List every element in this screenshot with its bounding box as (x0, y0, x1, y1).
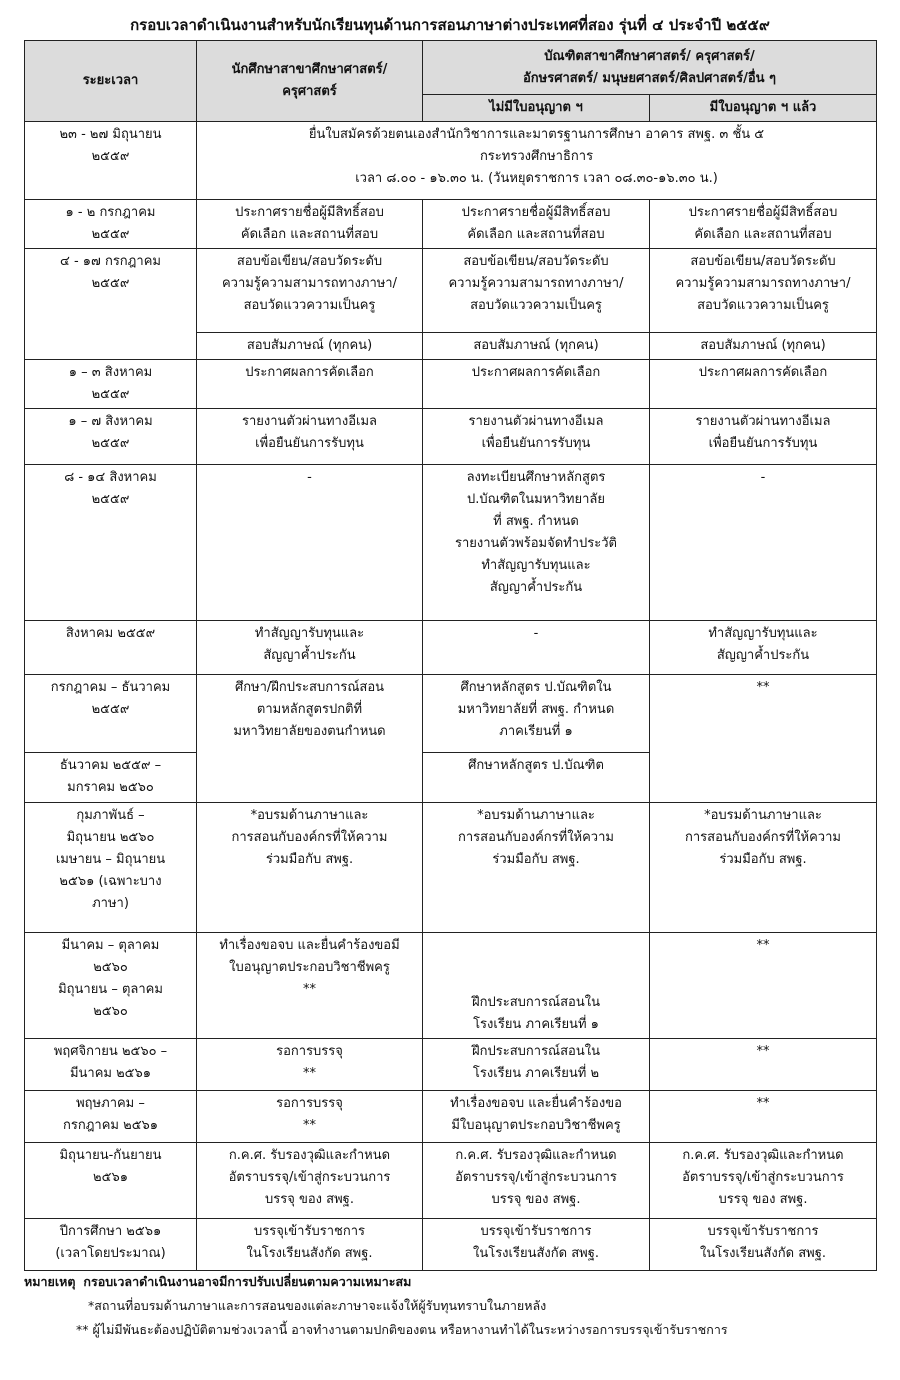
application-cell: ยื่นใบสมัครด้วยตนเองสำนักวิชาการและมาตรฐานการศึกษา อาคาร สพฐ. ๓ ชั้น ๕ กระทรวงศึกษาธิการ เวลา ๘.๐๐ - ๑๖.๓๐ น. (วันหยุดราชการ เวลา ๐๘.๓๐-๑๖.๓๐ น.) (197, 122, 877, 200)
cell-no-license: ทำเรื่องขอจบ และยื่นคำร้องขอ มีใบอนุญาตประกอบวิชาชีพครู (423, 1091, 650, 1143)
period-cell: ปีการศึกษา ๒๕๖๑ (เวลาโดยประมาณ) (25, 1219, 197, 1271)
header-period: ระยะเวลา (25, 41, 197, 122)
period-cell: มิถุนายน-กันยายน ๒๕๖๑ (25, 1143, 197, 1219)
period-cell: ๑ - ๒ กรกฎาคม ๒๕๕๙ (25, 200, 197, 249)
header-row (25, 41, 877, 95)
schedule-table (24, 40, 877, 1271)
cell-edu: สอบข้อเขียน/สอบวัดระดับ ความรู้ความสามารถทางภาษา/ สอบวัดแววความเป็นครู (197, 249, 423, 333)
cell-has-license: สอบข้อเขียน/สอบวัดระดับ ความรู้ความสามารถทางภาษา/ สอบวัดแววความเป็นครู (650, 249, 877, 333)
cell-edu: บรรจุเข้ารับราชการ ในโรงเรียนสังกัด สพฐ. (197, 1219, 423, 1271)
cell-edu: - (197, 465, 423, 621)
period-cell: ๒๓ - ๒๗ มิถุนายน ๒๕๕๙ (25, 122, 197, 200)
period-cell: ๑ – ๓ สิงหาคม ๒๕๕๙ (25, 360, 197, 409)
cell-has-license: ประกาศผลการคัดเลือก (650, 360, 877, 409)
cell-no-license: รายงานตัวผ่านทางอีเมล เพื่อยืนยันการรับทุน (423, 409, 650, 465)
note-main (24, 1270, 876, 1294)
cell-no-license: ก.ค.ศ. รับรองวุฒิและกำหนด อัตราบรรจุ/เข้าสู่กระบวนการ บรรจุ ของ สพฐ. (423, 1143, 650, 1219)
cell-edu: รอการบรรจุ ** (197, 1039, 423, 1091)
cell-edu: ก.ค.ศ. รับรองวุฒิและกำหนด อัตราบรรจุ/เข้าสู่กระบวนการ บรรจุ ของ สพฐ. (197, 1143, 423, 1219)
table-row (25, 1219, 877, 1271)
cell-has-license: ** (650, 933, 877, 1039)
period-cell: ธันวาคม ๒๕๕๙ – มกราคม ๒๕๖๐ (25, 753, 197, 803)
cell-no-license: - (423, 621, 650, 675)
cell-has-license: - (650, 465, 877, 621)
page-title: กรอบเวลาดำเนินงานสำหรับนักเรียนทุนด้านการสอนภาษาต่างประเทศที่สอง รุ่นที่ ๔ ประจำปี ๒๕๕๙ (130, 16, 770, 34)
period-cell: กรกฎาคม – ธันวาคม ๒๕๕๙ (25, 675, 197, 753)
header-graduate: บัณฑิตสาขาศึกษาศาสตร์/ ครุศาสตร์/ อักษรศาสตร์/ มนุษยศาสตร์/ศิลปศาสตร์/อื่น ๆ (423, 41, 877, 95)
note-main-text: กรอบเวลาดำเนินงานอาจมีการปรับเปลี่ยนตามความเหมาะสม (83, 1274, 412, 1289)
period-cell: กุมภาพันธ์ – มิถุนายน ๒๕๖๐ เมษายน – มิถุนายน ๒๕๖๑ (เฉพาะบาง ภาษา) (25, 803, 197, 933)
period-cell: ๘ - ๑๔ สิงหาคม ๒๕๕๙ (25, 465, 197, 621)
table-row (25, 1143, 877, 1219)
period-cell: ๑ – ๗ สิงหาคม ๒๕๕๙ (25, 409, 197, 465)
cell-edu: รายงานตัวผ่านทางอีเมล เพื่อยืนยันการรับทุน (197, 409, 423, 465)
cell-no-license: ศึกษาหลักสูตร ป.บัณฑิตใน มหาวิทยาลัยที่ สพฐ. กำหนด ภาคเรียนที่ ๑ (423, 675, 650, 753)
cell-edu: ทำสัญญารับทุนและ สัญญาค้ำประกัน (197, 621, 423, 675)
cell-has-license: ** (650, 675, 877, 803)
notes-section (24, 1270, 876, 1342)
cell-has-license: สอบสัมภาษณ์ (ทุกคน) (650, 333, 877, 360)
cell-no-license: ศึกษาหลักสูตร ป.บัณฑิต (423, 753, 650, 803)
cell-no-license: สอบข้อเขียน/สอบวัดระดับ ความรู้ความสามารถทางภาษา/ สอบวัดแววความเป็นครู (423, 249, 650, 333)
table-row (25, 803, 877, 933)
cell-no-license: บรรจุเข้ารับราชการ ในโรงเรียนสังกัด สพฐ. (423, 1219, 650, 1271)
period-cell: มีนาคม – ตุลาคม ๒๕๖๐ มิถุนายน – ตุลาคม ๒๕๖๐ (25, 933, 197, 1039)
cell-edu: ศึกษา/ฝึกประสบการณ์สอน ตามหลักสูตรปกติที่ มหาวิทยาลัยของตนกำหนด (197, 675, 423, 803)
cell-has-license: ก.ค.ศ. รับรองวุฒิและกำหนด อัตราบรรจุ/เข้าสู่กระบวนการ บรรจุ ของ สพฐ. (650, 1143, 877, 1219)
table-row (25, 1091, 877, 1143)
period-cell: ๔ - ๑๗ กรกฎาคม ๒๕๕๙ (25, 249, 197, 360)
cell-no-license: ประกาศผลการคัดเลือก (423, 360, 650, 409)
note-star2: ** ผู้ไม่มีพันธะต้องปฏิบัติตามช่วงเวลานี้ อาจทำงานตามปกติของตน หรือหางานทำได้ในระหว่างรอการบรรจุเข้ารับราชการ (76, 1322, 728, 1337)
cell-no-license: ฝึกประสบการณ์สอนใน โรงเรียน ภาคเรียนที่ ๑ (423, 933, 650, 1039)
cell-edu: สอบสัมภาษณ์ (ทุกคน) (197, 333, 423, 360)
table-row (25, 122, 877, 200)
table-row (25, 621, 877, 675)
table-row (25, 249, 877, 333)
period-cell: พฤษภาคม – กรกฎาคม ๒๕๖๑ (25, 1091, 197, 1143)
cell-edu: *อบรมด้านภาษาและ การสอนกับองค์กรที่ให้ความ ร่วมมือกับ สพฐ. (197, 803, 423, 933)
cell-edu: ประกาศผลการคัดเลือก (197, 360, 423, 409)
period-cell: พฤศจิกายน ๒๕๖๐ – มีนาคม ๒๕๖๑ (25, 1039, 197, 1091)
period-cell: สิงหาคม ๒๕๕๙ (25, 621, 197, 675)
cell-has-license: รายงานตัวผ่านทางอีเมล เพื่อยืนยันการรับทุน (650, 409, 877, 465)
cell-edu: รอการบรรจุ ** (197, 1091, 423, 1143)
cell-has-license: ประกาศรายชื่อผู้มีสิทธิ์สอบ คัดเลือก และสถานที่สอบ (650, 200, 877, 249)
note-label: หมายเหตุ (24, 1274, 76, 1289)
cell-no-license: ประกาศรายชื่อผู้มีสิทธิ์สอบ คัดเลือก และสถานที่สอบ (423, 200, 650, 249)
cell-no-license: *อบรมด้านภาษาและ การสอนกับองค์กรที่ให้ความ ร่วมมือกับ สพฐ. (423, 803, 650, 933)
cell-edu: ทำเรื่องขอจบ และยื่นคำร้องขอมี ใบอนุญาตประกอบวิชาชีพครู ** (197, 933, 423, 1039)
table-row (25, 200, 877, 249)
cell-edu: ประกาศรายชื่อผู้มีสิทธิ์สอบ คัดเลือก และสถานที่สอบ (197, 200, 423, 249)
header-has-license: มีใบอนุญาต ฯ แล้ว (650, 95, 877, 122)
cell-has-license: ** (650, 1091, 877, 1143)
cell-has-license: ** (650, 1039, 877, 1091)
table-row (25, 360, 877, 409)
table-row (25, 933, 877, 1039)
cell-no-license: ฝึกประสบการณ์สอนใน โรงเรียน ภาคเรียนที่ ๒ (423, 1039, 650, 1091)
header-no-license: ไม่มีใบอนุญาต ฯ (423, 95, 650, 122)
cell-no-license: ลงทะเบียนศึกษาหลักสูตร ป.บัณฑิตในมหาวิทยาลัย ที่ สพฐ. กำหนด รายงานตัวพร้อมจัดทำประวัติ ทำสัญญารับทุนและ สัญญาค้ำประกัน (423, 465, 650, 621)
cell-has-license: *อบรมด้านภาษาและ การสอนกับองค์กรที่ให้ความ ร่วมมือกับ สพฐ. (650, 803, 877, 933)
header-edu-student: นักศึกษาสาขาศึกษาศาสตร์/ ครุศาสตร์ (197, 41, 423, 122)
cell-has-license: บรรจุเข้ารับราชการ ในโรงเรียนสังกัด สพฐ. (650, 1219, 877, 1271)
table-row (25, 1039, 877, 1091)
cell-has-license: ทำสัญญารับทุนและ สัญญาค้ำประกัน (650, 621, 877, 675)
note-star1: *สถานที่อบรมด้านภาษาและการสอนของแต่ละภาษาจะแจ้งให้ผู้รับทุนทราบในภายหลัง (88, 1298, 547, 1313)
table-row (25, 675, 877, 753)
cell-no-license: สอบสัมภาษณ์ (ทุกคน) (423, 333, 650, 360)
table-row (25, 465, 877, 621)
table-row (25, 409, 877, 465)
